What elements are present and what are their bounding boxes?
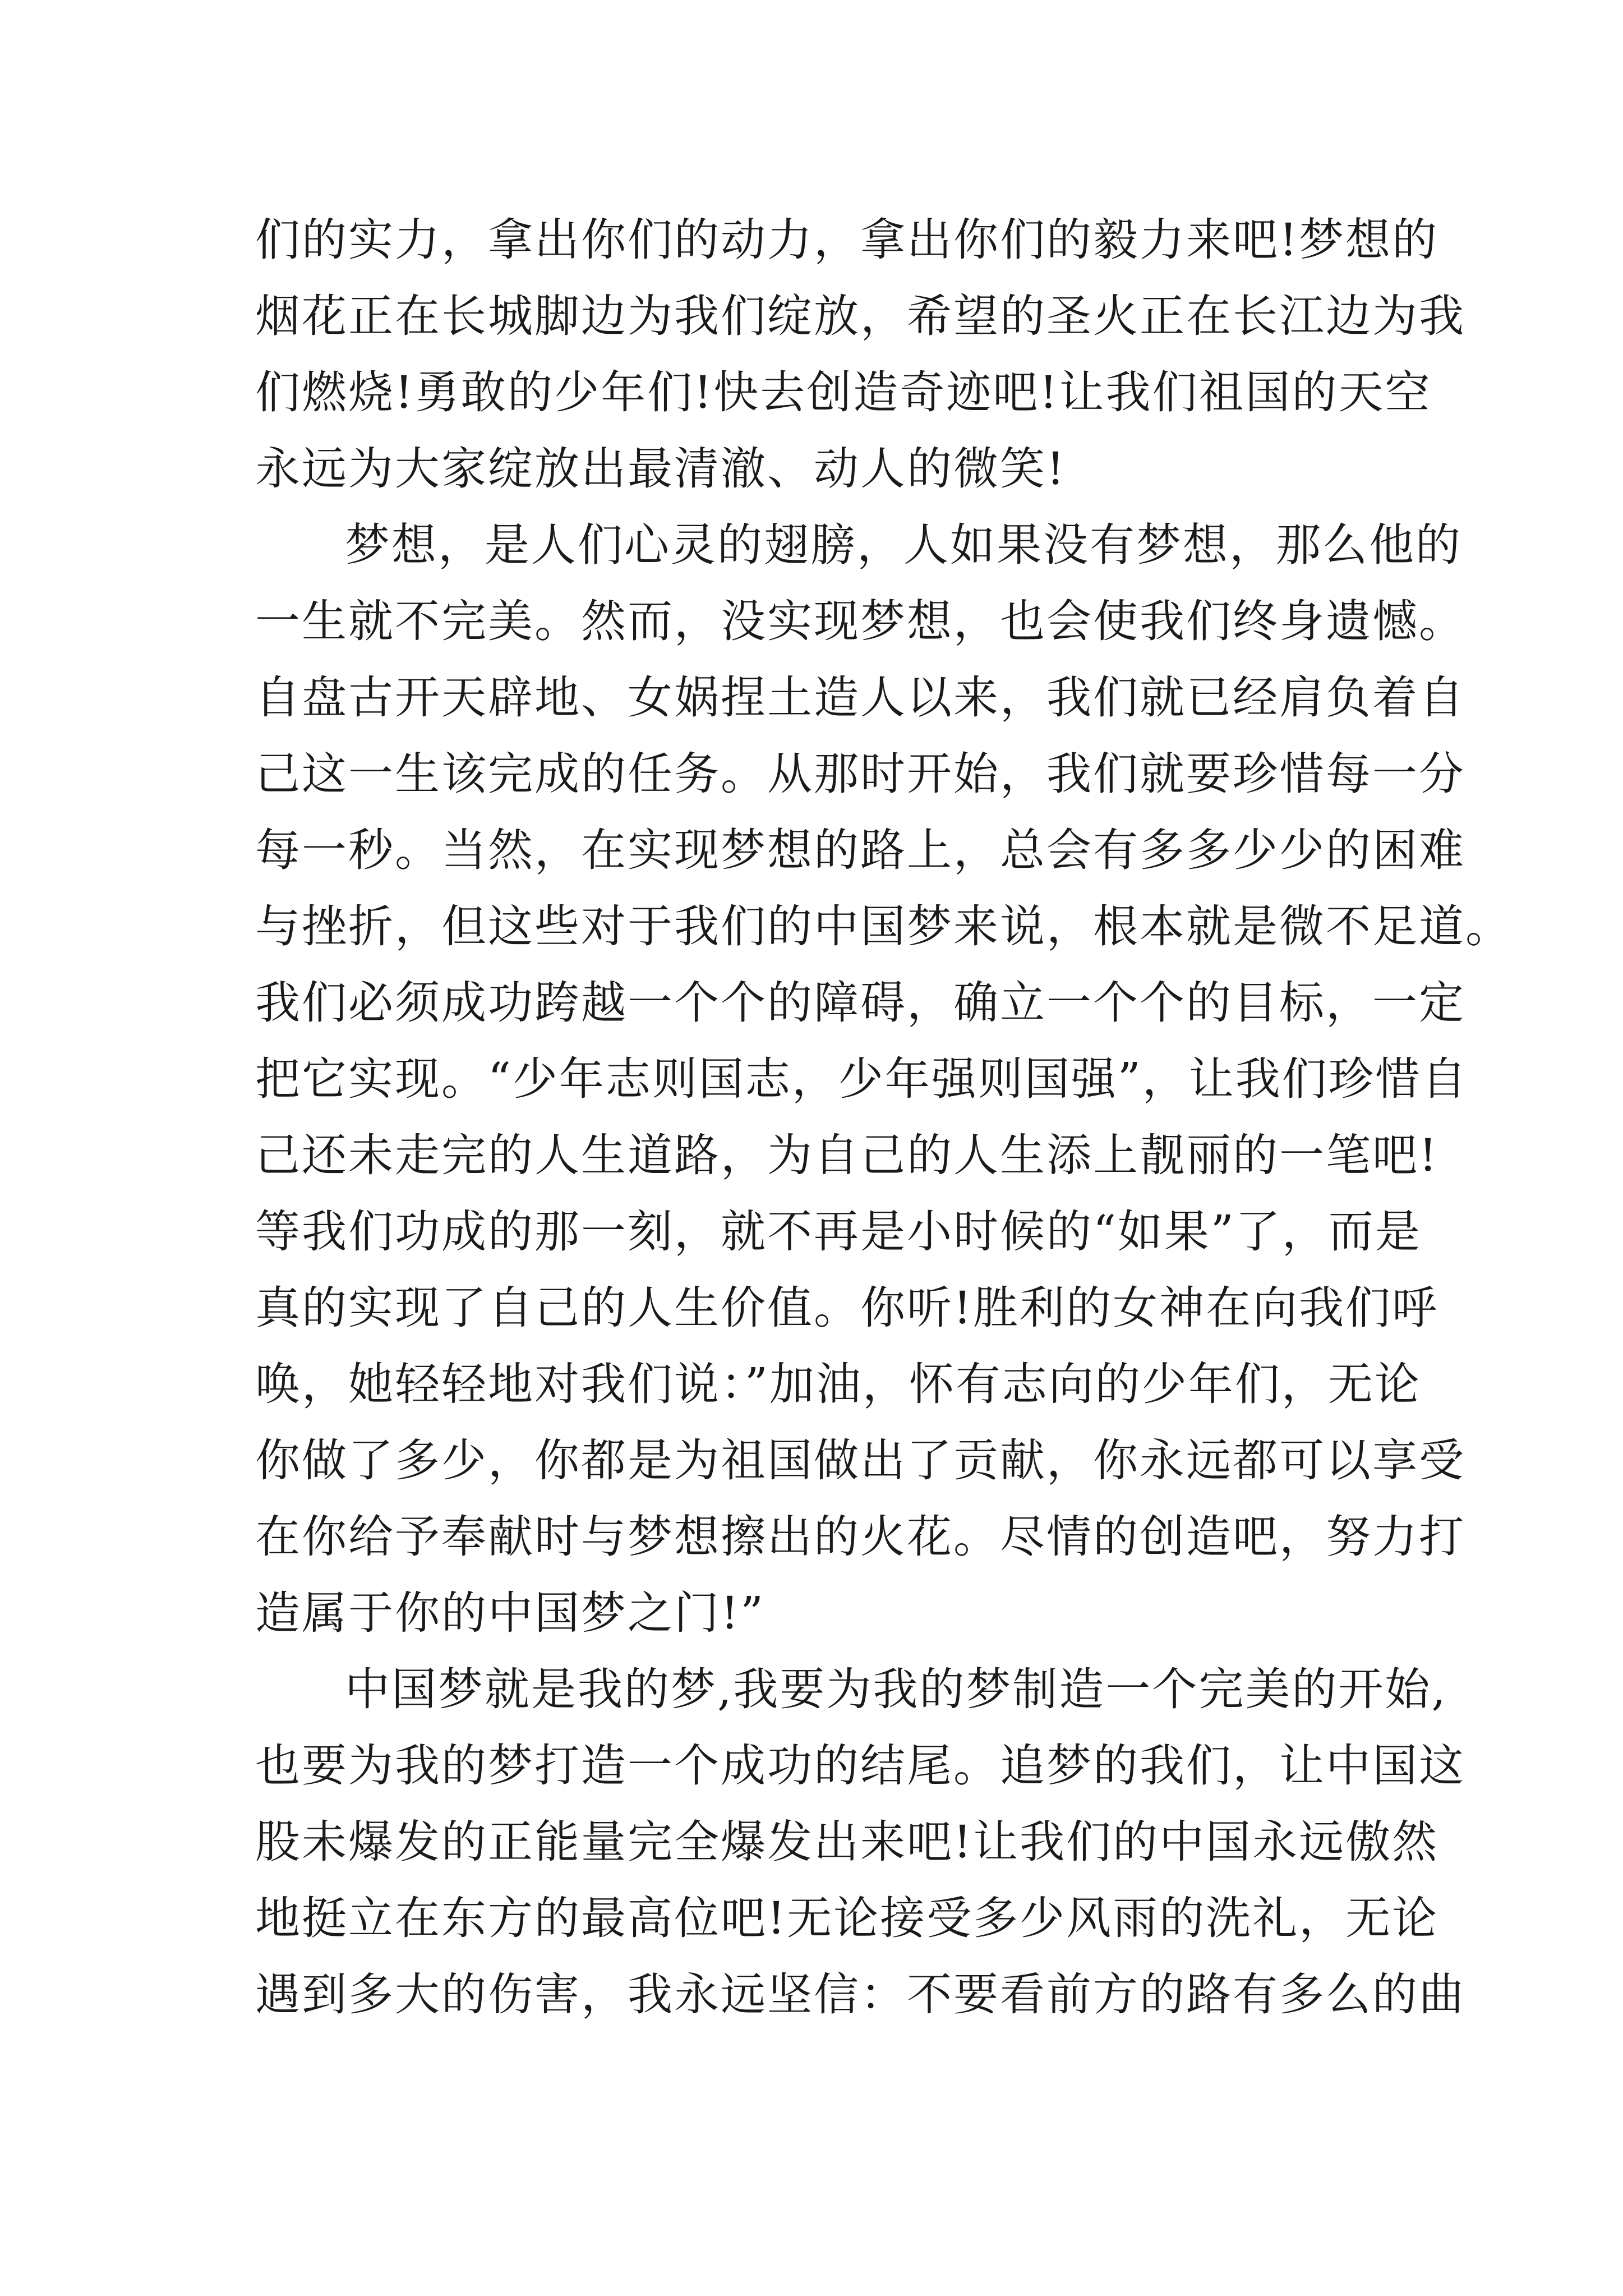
text-line: 造属于你的中国梦之门!” — [255, 1587, 766, 1639]
text-line: 每一秒。当然，在实现梦想的路上，总会有多多少少的困难 — [255, 824, 1465, 876]
text-line: 一生就不完美。然而，没实现梦想，也会使我们终身遗憾。 — [255, 595, 1465, 647]
text-line: 遇到多大的伤害，我永远坚信：不要看前方的路有多么的曲 — [255, 1968, 1465, 2021]
text-line: 也要为我的梦打造一个成功的结尾。追梦的我们，让中国这 — [255, 1740, 1465, 1792]
text-line: 地挺立在东方的最高位吧!无论接受多少风雨的洗礼，无论 — [255, 1892, 1439, 1944]
text-line: 自盘古开天辟地、女娲捏土造人以来，我们就已经肩负着自 — [255, 671, 1465, 724]
text-line: 股未爆发的正能量完全爆发出来吧!让我们的中国永远傲然 — [255, 1816, 1439, 1868]
text-line: 烟花正在长城脚边为我们绽放，希望的圣火正在长江边为我 — [255, 290, 1465, 342]
text-line: 你做了多少，你都是为祖国做出了贡献，你永远都可以享受 — [255, 1434, 1465, 1487]
text-line: 把它实现。“少年志则国志，少年强则国强”，让我们珍惜自 — [255, 1053, 1468, 1105]
text-line: 真的实现了自己的人生价值。你听!胜利的女神在向我们呼 — [255, 1282, 1439, 1334]
document-body — [255, 202, 1512, 2033]
paragraph-first-line: 梦想，是人们心灵的翅膀，人如果没有梦想，那么他的 — [345, 519, 1462, 571]
text-line: 己这一生该完成的任务。从那时开始，我们就要珍惜每一分 — [255, 748, 1465, 800]
text-line: 与挫折，但这些对于我们的中国梦来说，根本就是微不足道。 — [255, 900, 1512, 953]
text-line: 唤，她轻轻地对我们说：”加油，怀有志向的少年们，无论 — [255, 1358, 1421, 1410]
text-line: 永远为大家绽放出最清澈、动人的微笑! — [255, 443, 1067, 495]
text-line: 在你给予奉献时与梦想擦出的火花。尽情的创造吧，努力打 — [255, 1511, 1465, 1563]
paragraph-first-line: 中国梦就是我的梦,我要为我的梦制造一个完美的开始, — [345, 1663, 1447, 1715]
text-line: 己还未走完的人生道路，为自己的人生添上靓丽的一笔吧! — [255, 1129, 1439, 1181]
text-line: 我们必须成功跨越一个个的障碍，确立一个个的目标，一定 — [255, 977, 1465, 1029]
text-line: 们燃烧!勇敢的少年们!快去创造奇迹吧!让我们祖国的天空 — [255, 366, 1432, 418]
text-line: 等我们功成的那一刻，就不再是小时候的“如果”了，而是 — [255, 1205, 1422, 1258]
text-line: 们的实力，拿出你们的动力，拿出你们的毅力来吧!梦想的 — [255, 214, 1439, 266]
